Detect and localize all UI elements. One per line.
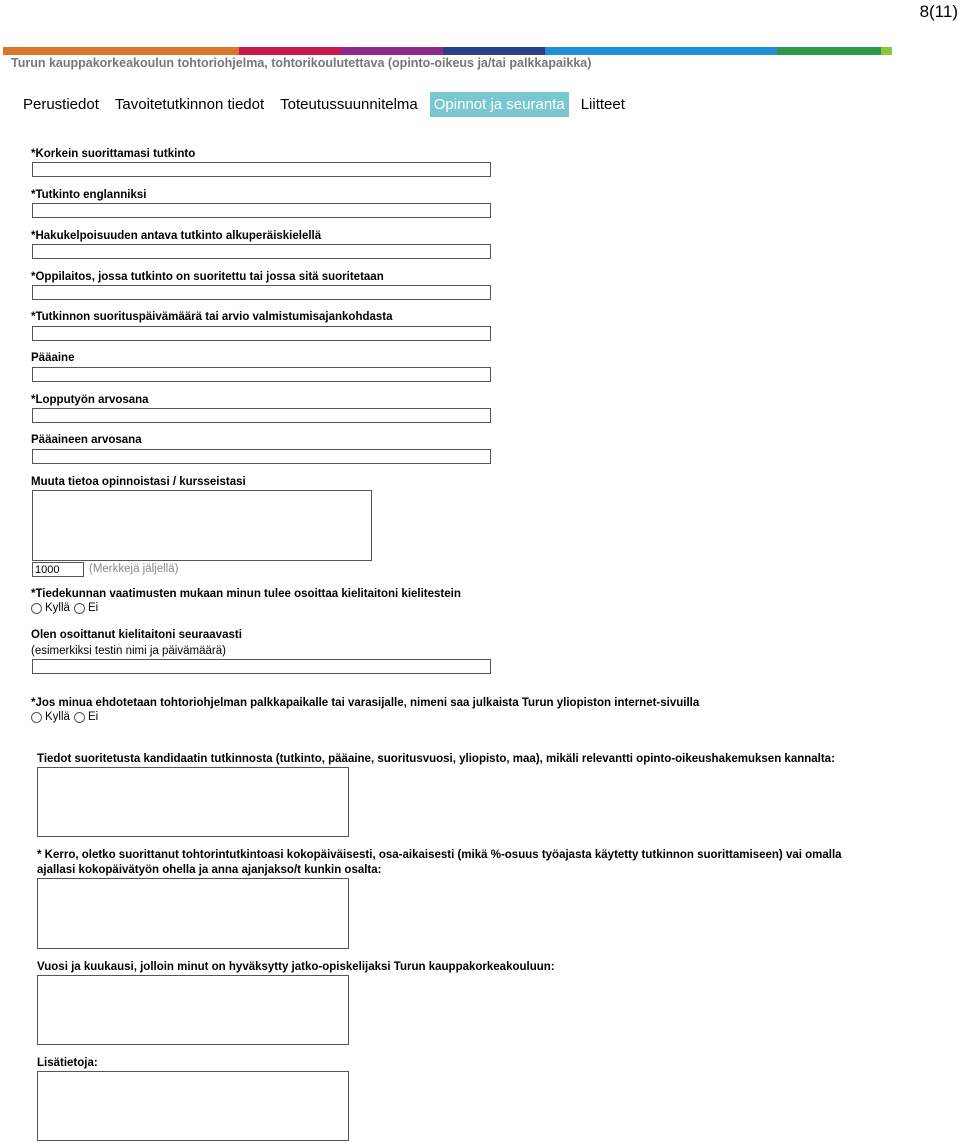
fulltime-label-line2: ajallasi kokopäivätyön ohella ja anna ajanjakso/t kunkin osalta: xyxy=(37,864,382,876)
color-segment xyxy=(341,47,443,55)
color-segment xyxy=(881,47,892,55)
language-proof-label: Olen osoittanut kielitaitoni seuraavasti xyxy=(31,629,242,641)
fulltime-label-line1: * Kerro, oletko suorittanut tohtorintutkintoasi kokopäiväisesti, osa-aikaisesti (mikä %-osuus työajasta käytetty tutkinnon suorittamiseen) vai omalla xyxy=(37,849,842,861)
degree-label: *Korkein suorittamasi tutkinto xyxy=(31,148,196,160)
additional-info-textarea[interactable] xyxy=(37,1071,349,1141)
other-info-textarea[interactable] xyxy=(32,490,372,561)
tab-perustiedot[interactable]: Perustiedot xyxy=(23,96,99,113)
major-label: Pääaine xyxy=(31,352,75,364)
tab-opinnot-ja-seuranta[interactable]: Opinnot ja seuranta xyxy=(430,92,569,117)
language-proof-input[interactable] xyxy=(32,659,491,674)
institution-label: *Oppilaitos, jossa tutkinto on suoritettu tai jossa sitä suoritetaan xyxy=(31,271,384,283)
thesis-grade-label: *Lopputyön arvosana xyxy=(31,394,149,406)
color-segment xyxy=(777,47,881,55)
tab-toteutussuunnitelma[interactable]: Toteutussuunnitelma xyxy=(280,96,418,113)
page-subtitle: Turun kauppakorkeakoulun tohtoriohjelma, tohtorikoulutettava (opinto-oikeus ja/tai palkkapaikka) xyxy=(11,56,592,70)
thesis-grade-input[interactable] xyxy=(32,408,491,423)
institution-input[interactable] xyxy=(32,285,491,300)
other-info-label: Muuta tietoa opinnoistasi / kursseistasi xyxy=(31,476,246,488)
degree-en-label: *Tutkinto englanniksi xyxy=(31,189,147,201)
publish-name-no-radio[interactable] xyxy=(74,712,85,723)
color-segment xyxy=(443,47,545,55)
degree-input[interactable] xyxy=(32,162,491,177)
color-segment xyxy=(545,47,777,55)
language-test-label: *Tiedekunnan vaatimusten mukaan minun tulee osoittaa kielitaitoni kielitestein xyxy=(31,588,461,600)
language-test-yes-radio[interactable] xyxy=(31,603,42,614)
completion-date-input[interactable] xyxy=(32,326,491,341)
language-test-no-radio[interactable] xyxy=(74,603,85,614)
publish-name-yes-radio[interactable] xyxy=(31,712,42,723)
char-counter-hint: (Merkkejä jäljellä) xyxy=(89,563,179,575)
publish-name-label: *Jos minua ehdotetaan tohtoriohjelman palkkapaikalle tai varasijalle, nimeni saa julkaista Turun yliopiston internet-sivuilla xyxy=(31,697,700,709)
language-proof-hint: (esimerkiksi testin nimi ja päivämäärä) xyxy=(31,645,226,657)
completion-date-label: *Tutkinnon suorituspäivämäärä tai arvio valmistumisajankohdasta xyxy=(31,311,393,323)
color-segment xyxy=(239,47,341,55)
char-counter-field xyxy=(32,562,84,577)
major-grade-input[interactable] xyxy=(32,449,491,464)
bachelor-label: Tiedot suoritetusta kandidaatin tutkinnosta (tutkinto, pääaine, suoritusvuosi, yliopisto, maa), mikäli relevantti opinto-oikeushakemuksen kannalta: xyxy=(37,753,835,765)
header-color-bar xyxy=(3,47,892,55)
no-label: Ei xyxy=(87,602,99,614)
degree-orig-label: *Hakukelpoisuuden antava tutkinto alkuperäiskielellä xyxy=(31,230,322,242)
no-label: Ei xyxy=(87,711,99,723)
yes-label: Kyllä xyxy=(45,602,70,614)
major-grade-label: Pääaineen arvosana xyxy=(31,434,142,446)
yes-label: Kyllä xyxy=(45,711,70,723)
fulltime-textarea[interactable] xyxy=(37,878,349,949)
major-input[interactable] xyxy=(32,367,491,382)
additional-info-label: Lisätietoja: xyxy=(37,1057,98,1069)
language-test-radio-group xyxy=(31,602,102,614)
degree-en-input[interactable] xyxy=(32,203,491,218)
tab-tavoitetutkinnon-tiedot[interactable]: Tavoitetutkinnon tiedot xyxy=(114,96,265,113)
page-number: 8(11) xyxy=(919,2,958,21)
bachelor-textarea[interactable] xyxy=(37,767,349,837)
accepted-textarea[interactable] xyxy=(37,975,349,1045)
tab-liitteet[interactable]: Liitteet xyxy=(580,96,625,113)
tab-bar xyxy=(19,92,637,117)
publish-name-radio-group xyxy=(31,711,102,723)
color-segment xyxy=(3,47,239,55)
degree-orig-input[interactable] xyxy=(32,244,491,259)
accepted-label: Vuosi ja kuukausi, jolloin minut on hyväksytty jatko-opiskelijaksi Turun kauppakorkeakouluun: xyxy=(37,961,555,973)
